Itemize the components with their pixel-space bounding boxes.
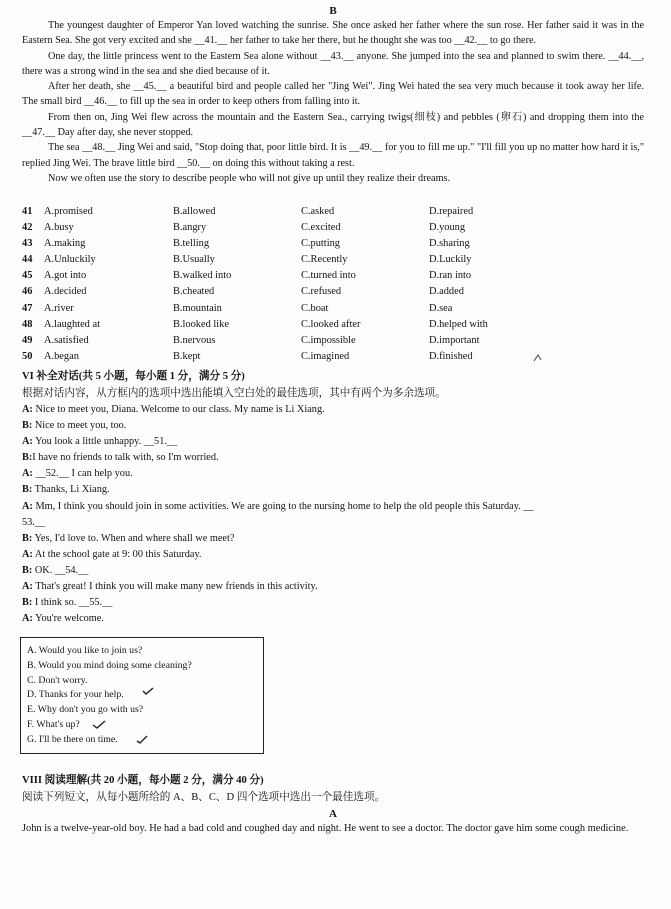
choice-a: A.river	[44, 302, 74, 314]
choice-c: C.refused	[301, 286, 342, 298]
choice-a: A.Unluckily	[44, 254, 96, 266]
line-text: Mm, I think you should join in some activities. We are going to the nursing home to help the old people this Saturday. __	[32, 500, 534, 512]
choice-c: C.boat	[301, 302, 329, 314]
check-mark-icon	[92, 720, 106, 730]
choice-d: D.repaired	[429, 206, 474, 217]
choice-c: C.putting	[301, 238, 340, 250]
choice-c: C.Recently	[301, 254, 348, 266]
choice-d: D.ran into	[429, 270, 472, 282]
dialogue-line	[22, 434, 652, 450]
choice-a: A.busy	[44, 222, 74, 234]
question-number: 45	[22, 270, 33, 282]
choice-c: C.impossible	[301, 334, 356, 346]
choice-c: C.asked	[301, 206, 335, 217]
choice-row	[22, 204, 652, 220]
speaker: B:	[22, 597, 33, 609]
line-text: You look a little unhappy. __51.__	[32, 436, 178, 448]
choice-c: C.looked after	[301, 318, 361, 330]
line-text: That's great! I think you will make many new friends in this activity.	[32, 581, 318, 593]
dialogue-line	[22, 611, 652, 627]
speaker: B:	[22, 452, 33, 464]
speaker: A:	[22, 500, 33, 512]
choice-c: C.imagined	[301, 350, 350, 362]
choice-row	[22, 220, 652, 236]
speaker: A:	[22, 436, 33, 448]
dialogue-line	[22, 418, 652, 434]
speaker: A:	[22, 404, 33, 415]
choice-a: A.began	[44, 350, 79, 362]
question-number: 50	[22, 350, 33, 362]
question-number: 47	[22, 302, 33, 314]
dialogue-line	[22, 402, 652, 418]
choice-row	[22, 349, 652, 365]
speaker: A:	[22, 581, 33, 593]
line-text: Nice to meet you, too.	[32, 420, 127, 432]
choice-a: A.promised	[44, 206, 93, 217]
line-text: OK. __54.__	[32, 564, 89, 576]
check-mark-icon	[142, 686, 154, 696]
speaker: B:	[22, 564, 33, 576]
passage-paragraph: John is a twelve-year-old boy. He had a bad cold and coughed day and night. He went to see a doctor. The doctor gave him some cough medicine.	[22, 823, 629, 834]
choice-row	[22, 268, 652, 284]
choice-b: B.angry	[173, 222, 207, 234]
dialogue-line	[22, 466, 652, 482]
choice-b: B.nervous	[173, 334, 216, 346]
option-item: G. I'll be there on time.	[27, 733, 118, 745]
choice-b: B.walked into	[173, 270, 232, 282]
line-text: I have no friends to talk with, so I'm worried.	[32, 452, 219, 464]
cloze-choices	[22, 204, 652, 365]
choice-c: C.turned into	[301, 270, 356, 282]
choice-a: A.satisfied	[44, 334, 89, 346]
choice-row	[22, 252, 652, 268]
speaker: B:	[22, 420, 33, 432]
question-number: 43	[22, 238, 33, 250]
choice-d: D.finished	[429, 350, 473, 362]
dialogue-line	[22, 482, 652, 498]
choice-row	[22, 236, 652, 252]
choice-b: B.allowed	[173, 206, 216, 217]
choice-row	[22, 301, 652, 317]
dialogue-line	[22, 579, 652, 595]
choice-a: A.decided	[44, 286, 87, 298]
option-item: D. Thanks for your help.	[27, 689, 124, 701]
question-number: 41	[22, 206, 33, 217]
line-text: __52.__ I can help you.	[32, 468, 133, 480]
choice-b: B.kept	[173, 350, 201, 362]
choice-row	[22, 317, 652, 333]
cloze-passage	[22, 18, 644, 186]
option-item: C. Don't worry.	[27, 674, 88, 686]
option-item: A. Would you like to join us?	[27, 645, 143, 656]
section8-instruction: 阅读下列短文，从每小题所给的 A、B、C、D 四个选项中选出一个最佳选项。	[22, 792, 386, 803]
speaker: A:	[22, 613, 33, 625]
dialogue-line	[22, 499, 652, 515]
dialogue-line	[22, 450, 652, 466]
question-number: 48	[22, 318, 33, 330]
line-text: Nice to meet you, Diana. Welcome to our class. My name is Li Xiang.	[32, 404, 325, 415]
dialogue-line	[22, 595, 652, 611]
speaker: A:	[22, 548, 33, 560]
cloze-paragraph: One day, the little princess went to the Eastern Sea alone without __43.__ anyone. She jumped into the sea and planned to swim there. __44.__, there was a strong wind in the sea and she died because of it.	[22, 50, 644, 77]
section8-title: VIII 阅读理解(共 20 小题，每小题 2 分，满分 40 分)	[22, 775, 264, 786]
line-text: I think so. __55.__	[32, 597, 113, 609]
choice-b: B.cheated	[173, 286, 215, 298]
speaker: B:	[22, 484, 33, 496]
section6-title: VI 补全对话(共 5 小题，每小题 1 分，满分 5 分)	[22, 371, 245, 382]
option-item: F. What's up?	[27, 718, 80, 730]
cloze-paragraph: From then on, Jing Wei flew across the mountain and the Eastern Sea., carrying twigs(细枝) and pebbles (卵石) and dropping them into the __47.__ Day after day, she never stopped.	[22, 111, 644, 139]
choice-d: D.helped with	[429, 318, 488, 330]
cloze-paragraph: After her death, she __45.__ a beautiful bird and people called her "Jing Wei". Jing Wei hated the sea very much because it took away her life. The small bird __46.__ to fill up the sea in order to keep others from falling into it.	[22, 81, 644, 108]
line-text: You're welcome.	[32, 613, 104, 625]
choice-a: A.laughted at	[44, 318, 100, 330]
option-item: B. Would you mind doing some cleaning?	[27, 659, 192, 671]
line-text: 53.__	[22, 516, 46, 528]
dialogue	[22, 402, 652, 627]
cloze-paragraph: Now we often use the story to describe people who will not give up until they realize their dreams.	[48, 172, 451, 184]
choice-c: C.excited	[301, 222, 341, 234]
choice-d: D.important	[429, 334, 480, 346]
dialogue-line	[22, 563, 652, 579]
dialogue-line	[22, 531, 652, 547]
choice-b: B.looked like	[173, 318, 229, 330]
speaker: A:	[22, 468, 33, 480]
cloze-paragraph: The sea __48.__ Jing Wei and said, "Stop doing that, poor little bird. It is __49.__ for you to fill me up." "I'll fill you up no matter how hard it is," replied Jing Wei. The brave little bird __50.__ on doing this without taking a rest.	[22, 142, 644, 169]
question-number: 42	[22, 222, 33, 234]
speaker: B:	[22, 532, 33, 544]
choice-d: D.Luckily	[429, 254, 472, 266]
choice-row	[22, 333, 652, 349]
check-mark-icon	[136, 735, 148, 745]
line-text: Yes, I'd love to. When and where shall we meet?	[32, 532, 235, 544]
passage-letter: A	[329, 808, 337, 820]
question-number: 49	[22, 334, 33, 346]
option-item: E. Why don't you go with us?	[27, 704, 144, 716]
dialogue-line	[22, 547, 652, 563]
choice-b: B.mountain	[173, 302, 222, 314]
choice-row	[22, 284, 652, 300]
choice-d: D.young	[429, 222, 466, 234]
choice-d: D.added	[429, 286, 464, 298]
pencil-mark-icon	[532, 352, 544, 364]
question-number: 44	[22, 254, 33, 266]
choice-d: D.sea	[429, 302, 453, 314]
reading-passage	[22, 821, 650, 837]
section6-instruction: 根据对话内容，从方框内的选项中选出能填入空白处的最佳选项，其中有两个为多余选项。	[22, 388, 446, 399]
section-letter: B	[329, 5, 337, 17]
cloze-paragraph: The youngest daughter of Emperor Yan loved watching the sunrise. She once asked her father where the sun rose. Her father said it was in the Eastern Sea. She got very excited and she __41.__ her father to take her there, but he thought she was too __42.__ to go there.	[22, 20, 644, 47]
choice-b: B.telling	[173, 238, 210, 250]
choice-d: D.sharing	[429, 238, 470, 250]
choice-a: A.got into	[44, 270, 87, 282]
line-text: At the school gate at 9: 00 this Saturday.	[32, 548, 202, 560]
question-number: 46	[22, 286, 33, 298]
choice-a: A.making	[44, 238, 86, 250]
line-text: Thanks, Li Xiang.	[32, 484, 110, 496]
dialogue-line	[22, 515, 652, 531]
choice-b: B.Usually	[173, 254, 215, 266]
